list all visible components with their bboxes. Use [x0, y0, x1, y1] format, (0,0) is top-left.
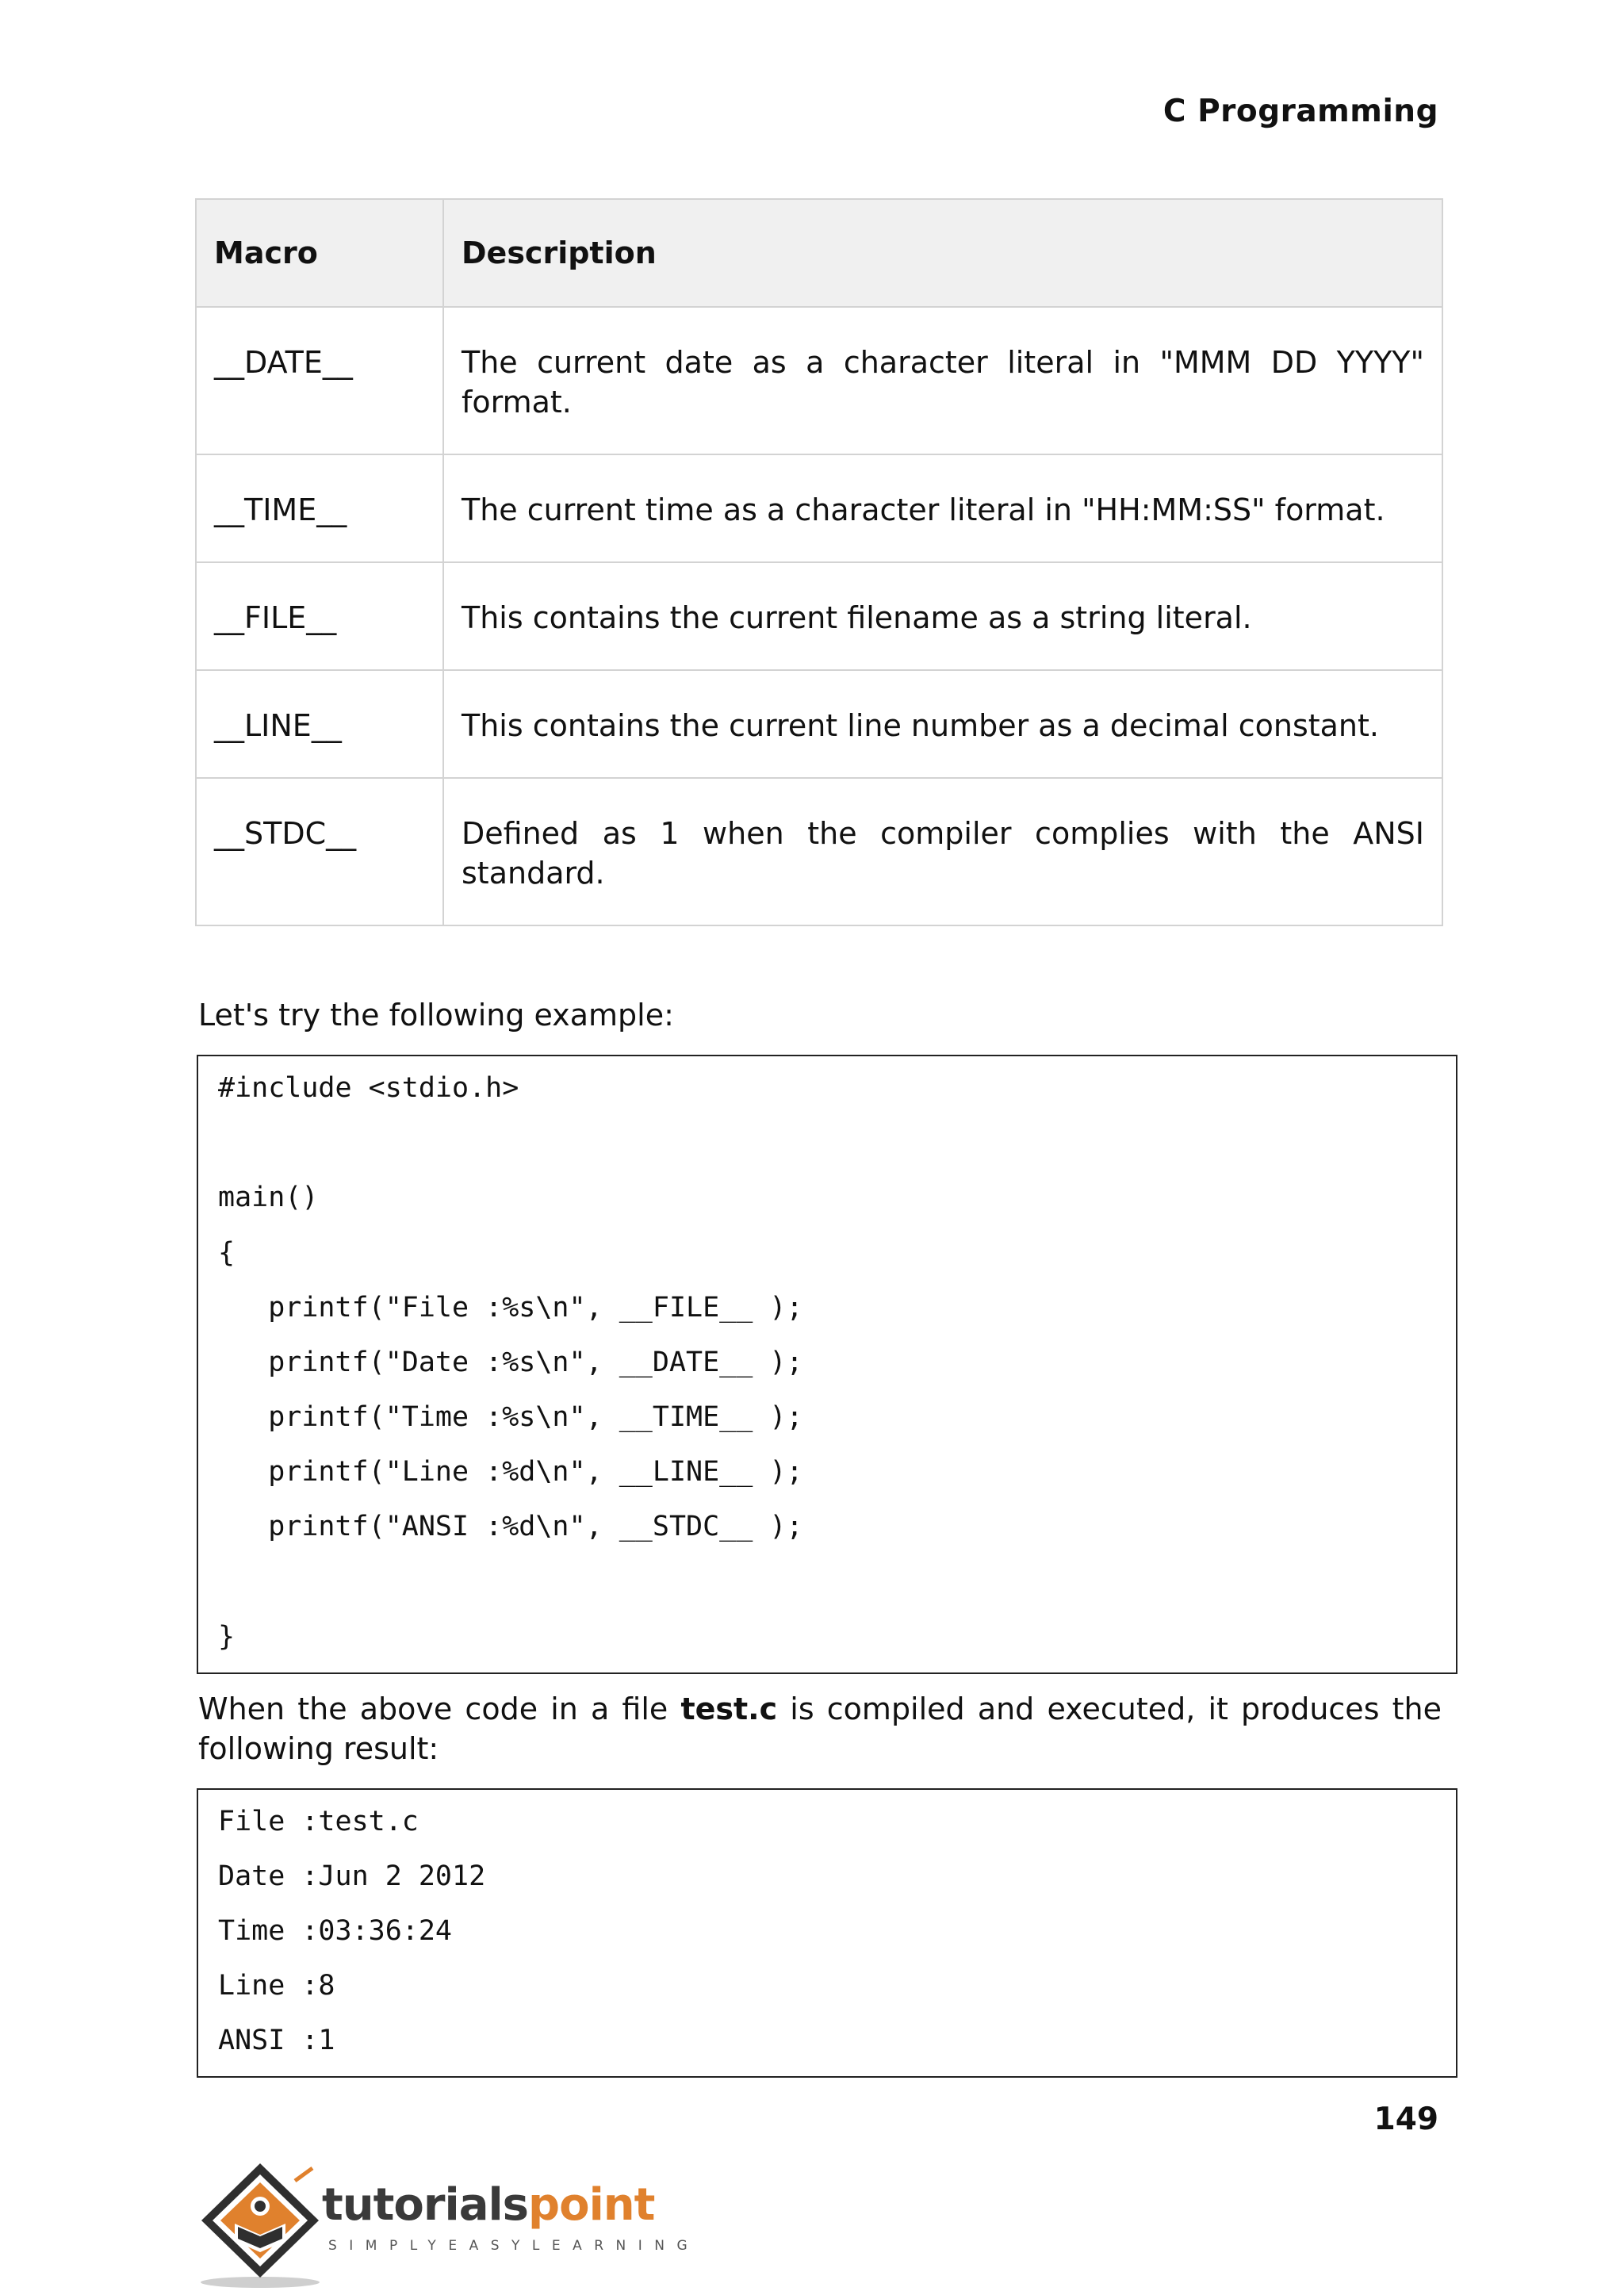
- code-line: printf("Date :%s\n", __DATE__ );: [218, 1347, 803, 1378]
- logo-wordmark: [322, 2179, 654, 2231]
- macro-description-cell: The current time as a character literal in "HH:MM:SS" format.: [443, 454, 1442, 562]
- result-text-after: is compiled and executed, it produces the following result:: [198, 1692, 1442, 1766]
- logo-word-tutorials: tutorials: [322, 2179, 529, 2231]
- table-row: [196, 670, 1442, 778]
- output-block: [197, 1788, 1457, 2078]
- macro-name-cell: __STDC__: [196, 778, 443, 925]
- output-line: Time :03:36:24: [218, 1915, 453, 1947]
- code-line: {: [218, 1237, 236, 1269]
- output-line: Line :8: [218, 1970, 335, 2002]
- filename-bold: test.c: [680, 1692, 778, 1726]
- code-line: printf("Time :%s\n", __TIME__ );: [218, 1401, 803, 1433]
- table-row: [196, 778, 1442, 925]
- macro-name-cell: __DATE__: [196, 307, 443, 454]
- tutorialspoint-logo: [195, 2157, 700, 2292]
- page-header-title: C Programming: [1162, 94, 1438, 129]
- macro-description-cell: This contains the current line number as a decimal constant.: [443, 670, 1442, 778]
- table-row: [196, 307, 1442, 454]
- source-code-block: [197, 1055, 1457, 1674]
- logo-tagline: SIMPLYEASYLEARNING: [328, 2238, 700, 2254]
- code-line: main(): [218, 1182, 319, 1213]
- result-text-before: When the above code in a file: [198, 1692, 681, 1726]
- code-line: }: [218, 1621, 236, 1653]
- code-line: printf("ANSI :%d\n", __STDC__ );: [218, 1511, 803, 1542]
- macro-description-cell: This contains the current filename as a string literal.: [443, 562, 1442, 670]
- table-row: [196, 454, 1442, 562]
- macro-name-cell: __FILE__: [196, 562, 443, 670]
- macro-name-cell: __TIME__: [196, 454, 443, 562]
- code-line: #include <stdio.h>: [218, 1072, 519, 1104]
- macro-description-cell: The current date as a character literal in "MMM DD YYYY" format.: [443, 307, 1442, 454]
- output-line: File :test.c: [218, 1806, 419, 1837]
- result-description-text: [198, 1689, 1442, 1768]
- macro-description-cell: Defined as 1 when the compiler complies with the ANSI standard.: [443, 778, 1442, 925]
- macros-table: [195, 198, 1443, 926]
- table-row: [196, 562, 1442, 670]
- column-header-macro: Macro: [196, 199, 443, 307]
- macro-name-cell: __LINE__: [196, 670, 443, 778]
- output-line: Date :Jun 2 2012: [218, 1860, 486, 1892]
- table-header-row: [196, 199, 1442, 307]
- example-intro-text: Let's try the following example:: [198, 998, 674, 1033]
- page-number: 149: [1373, 2102, 1438, 2137]
- code-line: printf("File :%s\n", __FILE__ );: [218, 1292, 803, 1324]
- tutorialspoint-logo-icon: [195, 2157, 330, 2292]
- code-line: printf("Line :%d\n", __LINE__ );: [218, 1456, 803, 1488]
- logo-word-point: point: [528, 2179, 655, 2231]
- column-header-description: Description: [443, 199, 1442, 307]
- output-line: ANSI :1: [218, 2025, 335, 2056]
